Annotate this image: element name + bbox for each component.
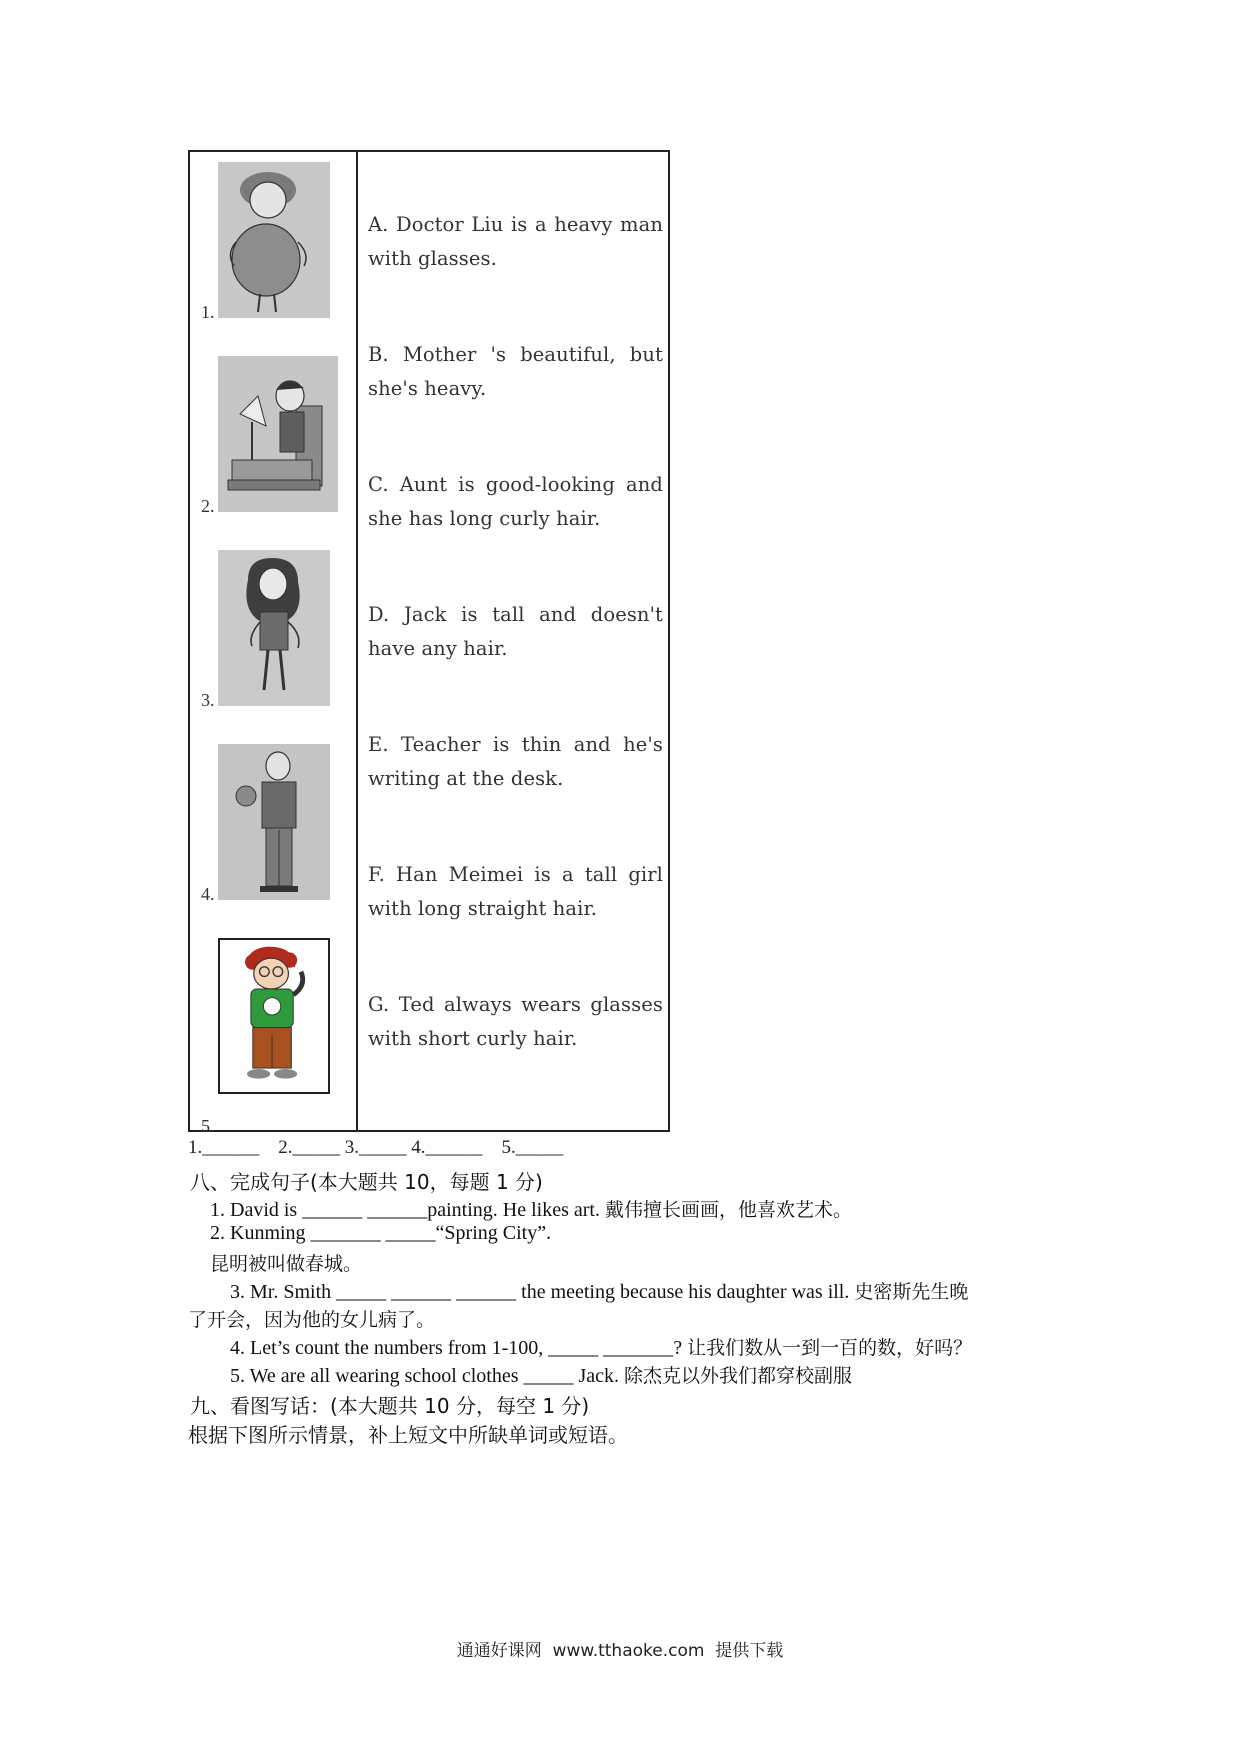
picture-cell-5 [190, 938, 356, 1134]
sentence-en: 3. Mr. Smith _____ ______ ______ the meeting because his daughter was ill. [230, 1281, 855, 1303]
sentence-2-translation [210, 1249, 362, 1276]
option-f: F. Han Meimei is a tall girl with long straight hair. [368, 863, 663, 920]
answer-blanks: 1.______ 2._____ 3._____ 4.______ 5._____ [188, 1137, 564, 1158]
sentence-zh: 让我们数从一到一百的数，好吗？ [687, 1337, 973, 1359]
sentence-en: 4. Let’s count the numbers from 1-100, _____ _______? [230, 1337, 688, 1359]
picture-number: 1. [201, 302, 215, 322]
sentence-2 [210, 1222, 551, 1245]
sentence-en: 2. Kunming _______ _____“Spring City”. [210, 1222, 552, 1244]
picture-cell-1 [190, 162, 356, 358]
option-a: A. Doctor Liu is a heavy man with glasses. [368, 213, 663, 270]
sentence-en: 5. We are all wearing school clothes _____ Jack. [230, 1365, 625, 1387]
table-divider [356, 152, 358, 1130]
option-e: E. Teacher is thin and he's writing at the desk. [368, 733, 663, 790]
option-c: C. Aunt is good-looking and she has long curly hair. [368, 473, 663, 530]
sentence-5 [230, 1361, 852, 1388]
tall-bald-man-icon [218, 744, 330, 900]
sentence-zh: 了开会，因为他的女儿病了。 [188, 1309, 436, 1331]
sentence-zh: 戴伟擅长画画，他喜欢艺术。 [604, 1199, 852, 1221]
picture-cell-2 [190, 356, 356, 552]
picture-cell-3 [190, 550, 356, 746]
sentence-1 [210, 1195, 852, 1222]
picture-number: 4. [201, 884, 215, 904]
picture-number: 3. [201, 690, 215, 710]
matching-table [188, 150, 670, 1136]
sentence-3-continued [188, 1305, 435, 1332]
picture-number: 5. [201, 1116, 215, 1136]
sentence-zh: 除杰克以外我们都穿校副服 [624, 1365, 853, 1387]
boy-writing-at-desk-icon [218, 356, 338, 512]
section-9-instruction: 根据下图所示情景，补上短文中所缺单词或短语。 [188, 1423, 628, 1447]
sentence-zh: 昆明被叫做春城。 [210, 1253, 363, 1275]
page-footer: 通通好课网 www.tthaoke.com 提供下载 [456, 1641, 784, 1661]
sentence-4 [230, 1333, 972, 1360]
girl-long-curly-hair-icon [218, 550, 330, 706]
option-b: B. Mother 's beautiful, but she's heavy. [368, 343, 663, 400]
section-9-title: 九、看图写话：(本大题共 10 分，每空 1 分) [190, 1394, 590, 1418]
option-d: D. Jack is tall and doesn't have any hair. [368, 603, 663, 660]
sentence-zh: 史密斯先生晚 [854, 1281, 969, 1303]
sentence-3 [230, 1277, 968, 1304]
section-8-title: 八、完成句子(本大题共 10，每题 1 分) [190, 1170, 543, 1194]
boy-glasses-curly-hair-icon [218, 938, 330, 1094]
picture-number: 2. [201, 496, 215, 516]
heavy-woman-icon [218, 162, 330, 318]
sentence-en: 1. David is ______ ______painting. He likes art. [210, 1199, 605, 1221]
option-g: G. Ted always wears glasses with short curly hair. [368, 993, 663, 1050]
picture-cell-4 [190, 744, 356, 940]
